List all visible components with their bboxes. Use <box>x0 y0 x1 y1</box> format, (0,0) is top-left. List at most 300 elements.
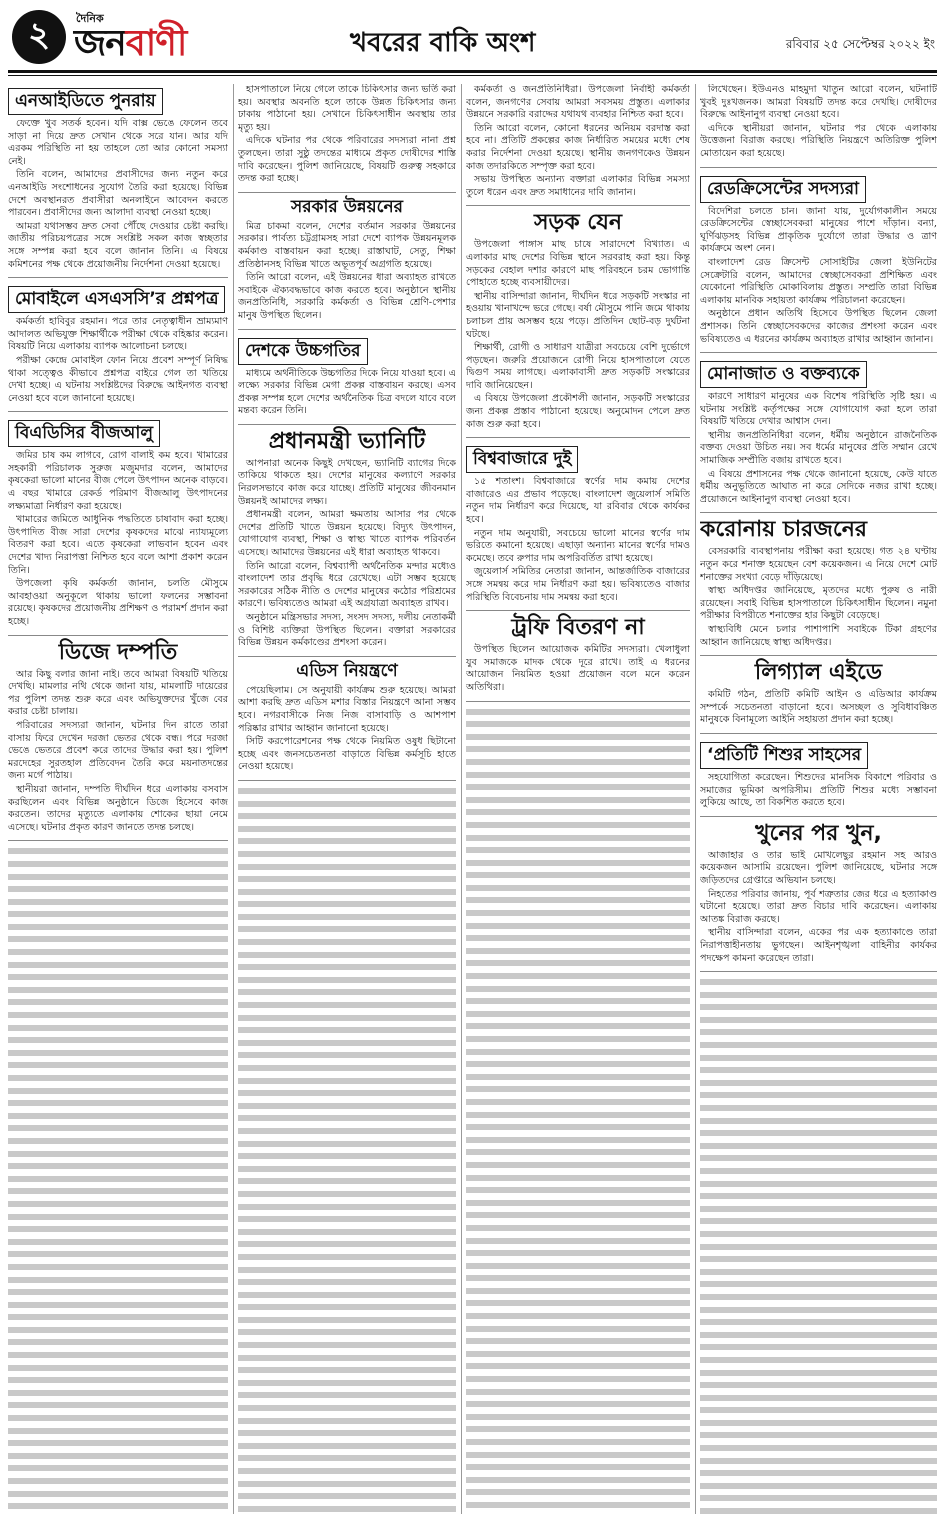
body-text-line <box>700 1077 937 1090</box>
body-text-line <box>466 1146 690 1159</box>
article-paragraph: তিনি আরো বলেন, বিশ্বব্যাপী অর্থনৈতিক মন্দার মধ্যেও বাংলাদেশ তার প্রবৃদ্ধি ধরে রেখেছে। এটা সম্ভব হয়েছে সরকারের সঠিক নীতি ও দেশের মানুষের কঠোর পরিশ্রমের কারণে। ভবিষ্যতেও আমরা এই অগ্রযাত্রা অব্যাহত রাখব। <box>238 560 456 610</box>
body-text-line <box>466 1083 690 1096</box>
article-headline: ডিজে দম্পতি <box>58 639 178 665</box>
article-paragraph: বেসরকারি ব্যবস্থাপনায় পরীক্ষা করা হয়েছে। গত ২৪ ঘণ্টায় নতুন করে শনাক্ত হয়েছেন বেশ কয়েকজন। এ নিয়ে দেশে মোট শনাক্তের সংখ্যা বেড়ে দাঁড়িয়েছে। <box>700 546 937 583</box>
article-headline: মোবাইলে এসএসসি’র প্রশ্নপত্র <box>8 286 225 313</box>
body-text-line <box>238 1276 456 1289</box>
body-text-line <box>466 1033 690 1046</box>
body-text-line <box>8 1059 228 1072</box>
body-text-line <box>700 1014 937 1027</box>
body-text-line <box>238 1201 456 1214</box>
body-text-line <box>8 908 228 921</box>
brand-logo <box>74 8 244 68</box>
body-text-line <box>700 1278 937 1291</box>
body-text-line <box>8 1349 228 1362</box>
article-divider <box>466 701 690 702</box>
article-paragraph: স্বাস্থ্যবিধি মেনে চলার পাশাপাশি সবাইকে টিকা গ্রহণের আহ্বান জানিয়েছে স্বাস্থ্য অধিদপ্তর। <box>700 624 937 648</box>
body-text-line <box>8 1387 228 1400</box>
article-paragraph: আমরা যথাসম্ভব দ্রুত সেবা পৌঁছে দেওয়ার চেষ্টা করছি। জাতীয় পরিচয়পত্রের সঙ্গে সংশ্লিষ্ট সকল কাজ স্বচ্ছতার সঙ্গে সম্পন্ন করা হবে বলে জানান তিনি। এ বিষয়ে কমিশনের পক্ষ থেকে প্রয়োজনীয় নির্দেশনা দেওয়া হয়েছে। <box>8 220 228 270</box>
body-text-line <box>238 810 456 823</box>
article-paragraph: বাংলাদেশ রেড ক্রিসেন্ট সোসাইটির জেলা ইউনিটের সেক্রেটারি বলেন, আমাদের স্বেচ্ছাসেবকরা প্রশিক্ষিত এবং যেকোনো পরিস্থিতি মোকাবিলায় প্রস্তুত। সম্প্রতি তারা বিভিন্ন এলাকায় মানবিক সহায়তা কার্যক্রম পরিচালনা করেছেন। <box>700 256 937 306</box>
body-text-line <box>238 1465 456 1478</box>
body-text-line <box>466 832 690 845</box>
body-text-line <box>700 1429 937 1442</box>
article-divider <box>8 411 228 412</box>
body-text-line <box>466 1499 690 1512</box>
body-text-line <box>466 1020 690 1033</box>
article <box>700 84 937 161</box>
body-text-line <box>8 1248 228 1261</box>
article-paragraph: এ বিষয়ে প্রশাসনের পক্ষ থেকে জানানো হয়েছে, কেউ যাতে ধর্মীয় অনুভূতিতে আঘাত না করে সেদিকে নজর রাখা হচ্ছে। প্রয়োজনে আইনানুগ ব্যবস্থা নেওয়া হবে। <box>700 468 937 505</box>
body-text-line <box>8 1072 228 1085</box>
body-text-line <box>466 1423 690 1436</box>
article-headline: মোনাজাত ও বক্তব্যকে <box>700 361 867 388</box>
body-text-line <box>8 1462 228 1475</box>
body-text-line <box>700 1304 937 1317</box>
body-text-line <box>238 1364 456 1377</box>
article <box>238 661 456 774</box>
article-paragraph: এদিকে স্থানীয়রা জানান, ঘটনার পর থেকে এলাকায় উত্তেজনা বিরাজ করছে। পরিস্থিতি নিয়ন্ত্রণে অতিরিক্ত পুলিশ মোতায়েন করা হয়েছে। <box>700 122 937 159</box>
body-text-line <box>700 1442 937 1455</box>
masthead <box>8 6 937 72</box>
article-paragraph: তিনি আরো বলেন, এই উন্নয়নের ধারা অব্যাহত রাখতে সবাইকে ঐক্যবদ্ধভাবে কাজ করতে হবে। অনুষ্ঠানে স্থানীয় জনপ্রতিনিধি, সরকারি কর্মকর্তা ও বিভিন্ন শ্রেণি-পেশার মানুষ উপস্থিত ছিলেন। <box>238 272 456 321</box>
body-text-line <box>8 921 228 934</box>
body-text-line <box>8 1148 228 1161</box>
body-text-line <box>466 1411 690 1424</box>
body-text-line <box>700 1316 937 1329</box>
body-text-line <box>466 1360 690 1373</box>
body-text-line <box>8 971 228 984</box>
masthead-rule <box>8 70 937 73</box>
body-text-line <box>700 1140 937 1153</box>
body-text-line <box>466 983 690 996</box>
article-divider <box>8 635 228 636</box>
article <box>8 640 228 835</box>
body-text-line <box>238 1402 456 1415</box>
article <box>700 738 937 810</box>
body-text-line <box>700 1102 937 1115</box>
body-text-line <box>466 1398 690 1411</box>
body-text-line <box>238 1112 456 1125</box>
body-text-line <box>8 1311 228 1324</box>
body-text-line <box>700 1404 937 1417</box>
body-text-line <box>700 1165 937 1178</box>
article-paragraph: কারণে সাধারণ মানুষের এক বিশেষ পরিস্থিতি সৃষ্টি হয়। এ ঘটনায় সংশ্লিষ্ট কর্তৃপক্ষের সঙ্গে যোগাযোগ করা হলে তারা বিষয়টি খতিয়ে দেখার আশ্বাস দেন। <box>700 391 937 428</box>
body-text-line <box>466 806 690 819</box>
article <box>238 197 456 323</box>
article-headline: রেডক্রিসেন্টের সদস্যরা <box>700 176 866 203</box>
body-text-line <box>466 1184 690 1197</box>
body-text-line <box>466 1310 690 1323</box>
article-paragraph: স্থানীয়রা জানান, দম্পতি দীর্ঘদিন ধরে এলাকায় বসবাস করছিলেন এবং বিভিন্ন অনুষ্ঠানে ডিজে হিসেবে কাজ করতেন। তাদের মৃত্যুতে এলাকায় শোকের ছায়া নেমে এসেছে। ঘটনার প্রকৃত কারণ জানতে তদন্ত চলছে। <box>8 783 228 833</box>
article-paragraph: উপজেলা কৃষি কর্মকর্তা জানান, চলতি মৌসুমে আবহাওয়া অনুকূলে থাকায় ভালো ফলনের সম্ভাবনা রয়েছে। কৃষকদের প্রয়োজনীয় প্রশিক্ষণ ও পরামর্শ প্রদান করা হচ্ছে। <box>8 578 228 627</box>
body-text-line <box>700 1052 937 1065</box>
body-text-line <box>238 1377 456 1390</box>
article <box>700 357 937 506</box>
body-text-line <box>466 1373 690 1386</box>
article-headline: সড়ক যেন <box>533 210 623 236</box>
body-text-line <box>238 873 456 886</box>
body-text-line <box>466 1335 690 1348</box>
article-paragraph: অনুষ্ঠানে প্রধান অতিথি হিসেবে উপস্থিত ছিলেন জেলা প্রশাসক। তিনি স্বেচ্ছাসেবকদের কাজের প্রশংসা করেন এবং ভবিষ্যতেও এ ধরনের কার্যক্রম অব্যাহত রাখার আহ্বান জানান। <box>700 308 937 345</box>
body-text-line <box>466 706 690 719</box>
body-text-line <box>8 1034 228 1047</box>
body-text-line <box>466 1386 690 1399</box>
body-text-line <box>238 1478 456 1491</box>
body-text-line <box>8 1122 228 1135</box>
body-text-line <box>466 819 690 832</box>
brand-name-part2: বাণী <box>125 23 187 64</box>
brand-name-part1: জন <box>74 23 126 64</box>
article-paragraph: ১৫ শতাংশ। বিশ্ববাজারে স্বর্ণের দাম কমায় দেশের বাজারেও এর প্রভাব পড়েছে। বাংলাদেশ জুয়েলার্স সমিতি নতুন দাম নির্ধারণ করে দিয়েছে, যা রবিবার থেকে কার্যকর হবে। <box>466 476 690 526</box>
article-paragraph: শিক্ষার্থী, রোগী ও সাধারণ যাত্রীরা সবচেয়ে বেশি দুর্ভোগে পড়ছেন। জরুরি প্রয়োজনে রোগী নিয়ে হাসপাতালে যেতে দ্বিগুণ সময় লাগছে। এলাকাবাসী দ্রুত সড়কটি সংস্কারের দাবি জানিয়েছেন। <box>466 342 690 391</box>
body-text-line <box>466 1046 690 1059</box>
article-divider <box>700 733 937 734</box>
body-text-line <box>238 1075 456 1088</box>
article <box>700 660 937 727</box>
body-text-line <box>8 1085 228 1098</box>
body-text-line <box>8 1198 228 1211</box>
article-paragraph: জুয়েলার্স সমিতির নেতারা জানান, আন্তর্জাতিক বাজারের সঙ্গে সমন্বয় করে দাম নির্ধারণ করা হয়। ভবিষ্যতেও বাজার পরিস্থিতি বিবেচনায় দাম সমন্বয় করা হবে। <box>466 566 690 603</box>
body-text-line <box>466 1260 690 1273</box>
body-text-line <box>238 1012 456 1025</box>
body-text-line <box>466 844 690 857</box>
body-text-line <box>8 1236 228 1249</box>
article-headline: দেশকে উচ্চগতির <box>238 338 368 365</box>
body-text-line <box>700 1152 937 1165</box>
body-text-line <box>466 781 690 794</box>
body-text-line <box>466 769 690 782</box>
article-divider <box>238 656 456 657</box>
article-divider <box>700 512 937 513</box>
body-text-line <box>238 961 456 974</box>
article-paragraph: তিনি আরো বলেন, কোনো ধরনের অনিয়ম বরদাস্ত করা হবে না। প্রতিটি প্রকল্পের কাজ নির্ধারিত সময়ের মধ্যে শেষ করার নির্দেশনা দেওয়া হয়েছে। স্থানীয় জনগণকেও উন্নয়ন কাজ তদারকিতে সম্পৃক্ত করা হবে। <box>466 122 690 172</box>
body-text-line <box>466 1449 690 1462</box>
body-text-line <box>700 1367 937 1380</box>
article <box>238 84 456 186</box>
article-paragraph: বিদেশিরা চলতে চান। জানা যায়, দুর্যোগকালীন সময়ে রেডক্রিসেন্টের স্বেচ্ছাসেবকরা মানুষের পাশে দাঁড়ান। বন্যা, ঘূর্ণিঝড়সহ বিভিন্ন প্রাকৃতিক দুর্যোগে তারা উদ্ধার ও ত্রাণ কার্যক্রমে অংশ নেন। <box>700 205 937 255</box>
body-text-line <box>8 1135 228 1148</box>
body-text-line <box>700 1064 937 1077</box>
body-text-line <box>8 996 228 1009</box>
body-text-line <box>238 1503 456 1514</box>
body-text-line <box>8 1513 228 1514</box>
body-text-line <box>8 1211 228 1224</box>
body-text-line <box>238 1100 456 1113</box>
article-paragraph: নতুন দাম অনুযায়ী, সবচেয়ে ভালো মানের স্বর্ণের দাম ভরিতে কমানো হয়েছে। এছাড়া অন্যান্য মানের স্বর্ণের দামও কমেছে। তবে রুপার দাম অপরিবর্তিত রাখা হয়েছে। <box>466 527 690 564</box>
article-divider <box>700 816 937 817</box>
body-text-line <box>238 1415 456 1428</box>
body-text-line <box>238 1188 456 1201</box>
article <box>238 334 456 418</box>
body-text-line <box>700 1039 937 1052</box>
body-text-line <box>700 1228 937 1241</box>
body-text-line <box>700 1455 937 1468</box>
body-text-line <box>238 1264 456 1277</box>
article <box>8 282 228 405</box>
body-text-line <box>700 1329 937 1342</box>
body-text-line <box>700 1001 937 1014</box>
body-text-line <box>8 1223 228 1236</box>
body-text-line <box>8 871 228 884</box>
article-paragraph: স্থানীয় বাসিন্দারা জানান, দীর্ঘদিন ধরে সড়কটি সংস্কার না হওয়ায় খানাখন্দে ভরে গেছে। বর্ষা মৌসুমে পানি জমে থাকায় চলাচল প্রায় অসম্ভব হয়ে পড়ে। প্রতিদিন ছোট-বড় দুর্ঘটনা ঘটছে। <box>466 290 690 340</box>
article-paragraph: পেয়েছিলাম। সে অনুযায়ী কার্যক্রম শুরু হয়েছে। আমরা আশা করছি দ্রুত এডিস মশার বিস্তার নিয়ন্ত্রণে আনা সম্ভব হবে। নগরবাসীকে নিজ নিজ বাসাবাড়ি ও আশপাশ পরিষ্কার রাখার আহ্বান জানানো হয়েছে। <box>238 684 456 734</box>
body-text-line <box>466 882 690 895</box>
brand-name <box>74 22 186 66</box>
body-text-line <box>466 718 690 731</box>
body-text-line <box>700 1253 937 1266</box>
body-text-line <box>238 1226 456 1239</box>
body-text-line <box>466 1486 690 1499</box>
body-text-line <box>238 835 456 848</box>
body-text-line <box>466 857 690 870</box>
body-text-line <box>466 1348 690 1361</box>
body-text-line <box>466 1285 690 1298</box>
article-paragraph: মাধ্যমে অর্থনীতিকে উচ্চগতির দিকে নিয়ে যাওয়া হবে। এ লক্ষ্যে সরকার বিভিন্ন মেগা প্রকল্প বাস্তবায়ন করছে। এসব প্রকল্প সম্পন্ন হলে দেশের অর্থনৈতিক চিত্র বদলে যাবে বলে মন্তব্য করেন তিনি। <box>238 367 456 417</box>
article-paragraph: কমিটি গঠন, প্রতিটি কমিটি আইন ও এডিআর কার্যক্রম সম্পর্কে সচেতনতা বাড়ানো হবে। অসচ্ছল ও সুবিধাবঞ্চিত মানুষকে বিনামূল্যে আইনি সহায়তা প্রদান করা হচ্ছে। <box>700 689 937 726</box>
column-divider <box>695 84 696 1514</box>
body-text-line <box>466 1272 690 1285</box>
article <box>466 442 690 604</box>
body-text-line <box>238 1326 456 1339</box>
body-text-line <box>466 894 690 907</box>
body-text-line <box>8 1437 228 1450</box>
article-paragraph: লিখেছেন। ইউএনও মাহমুদা খাতুন আরো বলেন, ঘটনাটি খুবই দুঃখজনক। আমরা বিষয়টি তদন্ত করে দেখছি। দোষীদের বিরুদ্ধে আইনানুগ ব্যবস্থা নেওয়া হবে। <box>700 84 937 121</box>
body-text-line <box>238 1301 456 1314</box>
article-paragraph: স্বাস্থ্য অধিদপ্তর জানিয়েছে, মৃতদের মধ্যে পুরুষ ও নারী রয়েছেন। সবাই বিভিন্ন হাসপাতালে চিকিৎসাধীন ছিলেন। নমুনা পরীক্ষার বিপরীতে শনাক্তের হার কিছুটা বেড়েছে। <box>700 585 937 622</box>
body-text-line <box>466 1461 690 1474</box>
body-text-line <box>238 986 456 999</box>
article <box>700 821 937 965</box>
body-text-line <box>8 845 228 858</box>
body-text-line <box>238 999 456 1012</box>
article-paragraph: পরীক্ষা কেন্দ্রে মোবাইল ফোন নিয়ে প্রবেশ সম্পূর্ণ নিষিদ্ধ থাকা সত্ত্বেও কীভাবে প্রশ্নপত্র বাইরে গেল তা খতিয়ে দেখা হচ্ছে। এ ঘটনায় সংশ্লিষ্টদের বিরুদ্ধে আইনগত ব্যবস্থা নেওয়া হবে বলে জানানো হয়েছে। <box>8 354 228 404</box>
body-text-line <box>238 1238 456 1251</box>
body-text-line <box>466 1121 690 1134</box>
article-paragraph: আপনারা অনেক কিছুই দেখছেন, ভ্যানিটি ব্যাগের দিকে তাকিয়ে থাকতে হয়। দেশের মানুষের কল্যাণে সরকার নিরলসভাবে কাজ করে যাচ্ছে। প্রতিটি মানুষের জীবনমান উন্নয়নই আমাদের লক্ষ্য। <box>238 457 456 507</box>
column-divider <box>233 84 234 1514</box>
body-text-line <box>238 923 456 936</box>
body-text-line <box>466 907 690 920</box>
article-paragraph: ফেক্তে খুব সতর্ক হবেন। যদি বাক্স ভেঙে ফেলেন তবে সাড়া না দিয়ে দ্রুত সেখান থেকে সরে যান। আর যদি এরকম পরিস্থিতি না হয় তাহলে তো আর কোনো সমস্যা নেই। <box>8 118 228 167</box>
article-paragraph: কর্মকর্তা ও জনপ্রতিনিধিরা। উপজেলা নির্বাহী কর্মকর্তা বলেন, জনগণের সেবায় আমরা সবসময় প্রস্তুত। এলাকার উন্নয়নে সরকারি বরাদ্দের যথাযথ ব্যবহার নিশ্চিত করা হবে। <box>466 84 690 121</box>
body-text-line <box>700 1241 937 1254</box>
article-headline: ট্রফি বিতরণ না <box>511 615 645 641</box>
body-text-line <box>700 1127 937 1140</box>
article-headline: এনআইডিতে পুনরায় <box>8 88 163 115</box>
body-text-line <box>466 1512 690 1514</box>
body-text-line <box>238 886 456 899</box>
body-text-line <box>238 949 456 962</box>
article-paragraph: পরিবারের সদস্যরা জানান, ঘটনার দিন রাতে তারা বাসায় ফিরে দেখেন দরজা ভেতর থেকে বন্ধ। পরে দরজা ভেঙে ভেতরে প্রবেশ করে তাদের উদ্ধার করা হয়। পুলিশ মরদেহের সুরতহাল প্রতিবেদন তৈরি করে ময়নাতদন্তের জন্য মর্গে পাঠায়। <box>8 719 228 782</box>
article-divider <box>466 610 690 611</box>
article <box>8 84 228 271</box>
body-text-line <box>238 1490 456 1503</box>
body-text-line <box>8 933 228 946</box>
body-text-line <box>8 883 228 896</box>
body-text-line <box>466 1222 690 1235</box>
article-paragraph: আর কিছু বলার জানা নাই। তবে আমরা বিষয়টি খতিয়ে দেখছি। মামলার নথি থেকে জানা যায়, মামলাটি দায়েরের পর পুলিশ তদন্ত শুরু করে এবং অভিযুক্তদের খুঁজে বের করার চেষ্টা চালায়। <box>8 668 228 718</box>
body-text-line <box>700 976 937 989</box>
body-text-line <box>466 1209 690 1222</box>
article-paragraph: স্থানীয় জনপ্রতিনিধিরা বলেন, ধর্মীয় অনুষ্ঠানে রাজনৈতিক বক্তব্য দেওয়া উচিত নয়। সব ধর্মের মানুষের প্রতি সম্মান রেখে সামাজিক সম্প্রীতি বজায় রাখতে হবে। <box>700 429 937 467</box>
body-text-line <box>238 911 456 924</box>
body-text-line <box>700 1492 937 1505</box>
body-text-line <box>238 1389 456 1402</box>
column-4 <box>700 84 937 1514</box>
body-text-line <box>8 1274 228 1287</box>
body-text-line <box>466 1071 690 1084</box>
article-paragraph: অনুষ্ঠানে মন্ত্রিসভার সদস্য, সংসদ সদস্য, দলীয় নেতাকর্মী ও বিশিষ্ট ব্যক্তিরা উপস্থিত ছিলেন। বক্তারা সরকারের বিভিন্ন উন্নয়ন কর্মকাণ্ডের প্রশংসা করেন। <box>238 612 456 649</box>
body-text-line <box>238 785 456 798</box>
article-paragraph: উপস্থিত ছিলেন আয়োজক কমিটির সদস্যরা। খেলাধুলা যুব সমাজকে মাদক থেকে দূরে রাখে। তাই এ ধরনের আয়োজন নিয়মিত হওয়া প্রয়োজন বলে মনে করেন অতিথিরা। <box>466 644 690 693</box>
body-text-line <box>238 1427 456 1440</box>
column-2 <box>238 84 456 1514</box>
body-text-line <box>238 1452 456 1465</box>
body-text-line <box>466 1109 690 1122</box>
body-text-line <box>8 1185 228 1198</box>
article-paragraph: জমির চাষ কম লাগবে, রোগ বালাই কম হবে। খামারের সহকারী পরিচালক সুরুজ মজুমদার বলেন, আমাদের কৃষকেরা ভালো মানের বীজ পেলে উৎপাদন অনেক বাড়বে। এ বছর খামারে রেকর্ড পরিমাণ বীজআলু উৎপাদনের লক্ষ্যমাত্রা নির্ধারণ করা হয়েছে। <box>8 450 228 512</box>
body-text-line <box>466 945 690 958</box>
body-text-line <box>466 932 690 945</box>
body-text-line <box>8 1374 228 1387</box>
body-text-line <box>238 848 456 861</box>
column-1 <box>8 84 228 1514</box>
article-paragraph: এদিকে ঘটনার পর থেকে পরিবারের সদস্যরা নানা প্রশ্ন তুলছেন। তারা সুষ্ঠু তদন্তের মাধ্যমে প্রকৃত দোষীদের শাস্তি দাবি করেছেন। পুলিশ জানিয়েছে, বিষয়টি গুরুত্ব সহকারে তদন্ত করা হচ্ছে। <box>238 135 456 185</box>
body-text-line <box>700 1379 937 1392</box>
article-paragraph: সভায় উপস্থিত অন্যান্য বক্তারা এলাকার বিভিন্ন সমস্যা তুলে ধরেন এবং দ্রুত সমাধানের দাবি জানান। <box>466 174 690 198</box>
article-divider <box>700 971 937 972</box>
article-headline: প্রধানমন্ত্রী ভ্যানিটি <box>268 428 426 454</box>
body-text-line <box>8 1399 228 1412</box>
body-text-line <box>700 1026 937 1039</box>
body-text-line <box>8 1173 228 1186</box>
article-paragraph: স্থানীয় বাসিন্দারা বলেন, একের পর এক হত্যাকাণ্ডে তারা নিরাপত্তাহীনতায় ভুগছেন। আইনশৃঙ্খলা বাহিনীর কার্যকর পদক্ষেপ কামনা করেছেন তারা। <box>700 927 937 964</box>
body-text-line <box>700 1505 937 1514</box>
article-headline: খুনের পর খুন, <box>755 820 882 846</box>
article-paragraph: সহযোগিতা করেছেন। শিশুদের মানসিক বিকাশে পরিবার ও সমাজের ভূমিকা অপরিসীম। প্রতিটি শিশুর মধ্যে সম্ভাবনা লুকিয়ে আছে, তা বিকশিত করতে হবে। <box>700 771 937 809</box>
body-text-line <box>700 1190 937 1203</box>
dateline: রবিবার ২৫ সেপ্টেম্বর ২০২২ ইং <box>785 37 935 51</box>
body-text-line <box>238 1087 456 1100</box>
article-paragraph: প্রধানমন্ত্রী বলেন, আমরা ক্ষমতায় আসার পর থেকে দেশের প্রতিটি খাতে উন্নয়ন হয়েছে। বিদ্যুৎ উৎপাদন, যোগাযোগ ব্যবস্থা, শিক্ষা ও স্বাস্থ্য খাতে ব্যাপক পরিবর্তন এসেছে। আমাদের উন্নয়নের এই ধারা অব্যাহত থাকবে। <box>238 509 456 559</box>
body-text-line <box>238 1163 456 1176</box>
article-paragraph: খামারের জমিতে আধুনিক পদ্ধতিতে চাষাবাদ করা হচ্ছে। উৎপাদিত বীজ সারা দেশের কৃষকদের মাঝে ন্যায্যমূল্যে বিতরণ করা হবে। এতে কৃষকেরা লাভবান হবেন এবং দেশের খাদ্য নিরাপত্তা নিশ্চিত হবে বলে আশা প্রকাশ করেন তিনি। <box>8 514 228 576</box>
column-divider <box>461 84 462 1514</box>
body-text-line <box>8 1362 228 1375</box>
body-text-line <box>466 743 690 756</box>
body-text-line <box>700 1392 937 1405</box>
body-text-line <box>8 1336 228 1349</box>
body-text-line <box>8 946 228 959</box>
article-divider <box>238 329 456 330</box>
article-headline: করোনায় চারজনের <box>700 517 867 543</box>
body-text-line <box>8 1425 228 1438</box>
article-divider <box>466 205 690 206</box>
body-text-line <box>466 1058 690 1071</box>
body-text-line <box>466 1159 690 1172</box>
body-text-line <box>238 861 456 874</box>
article-divider <box>700 655 937 656</box>
body-text-line <box>238 1125 456 1138</box>
body-text-line <box>466 869 690 882</box>
body-text-line <box>8 1488 228 1501</box>
body-text-line <box>700 1089 937 1102</box>
body-text-line <box>466 756 690 769</box>
article <box>700 517 937 649</box>
body-text-line <box>8 1299 228 1312</box>
page-number: ২ <box>12 10 66 64</box>
article-headline: বিএডিসির বীজআলু <box>8 420 160 447</box>
body-text-line <box>700 1354 937 1367</box>
body-text-line <box>238 1138 456 1151</box>
body-text-line <box>8 858 228 871</box>
article <box>238 429 456 650</box>
body-text-line <box>238 898 456 911</box>
body-text-line <box>8 1324 228 1337</box>
body-text-line <box>8 1009 228 1022</box>
article-headline: ‘প্রতিটি শিশুর সাহসের <box>700 742 868 769</box>
article-divider <box>238 192 456 193</box>
body-text-line <box>466 957 690 970</box>
body-text-line <box>238 974 456 987</box>
article-headline: লিগ্যাল এইডে <box>754 660 883 686</box>
masthead-rule-thin <box>8 75 937 76</box>
body-text-line <box>8 1160 228 1173</box>
body-text-line <box>238 1037 456 1050</box>
article-divider <box>238 780 456 781</box>
body-text-line <box>700 1215 937 1228</box>
article <box>700 172 937 347</box>
body-text-line <box>466 1096 690 1109</box>
article <box>8 416 228 628</box>
body-text-line <box>466 970 690 983</box>
article-divider <box>700 167 937 168</box>
body-text-line <box>238 1440 456 1453</box>
body-text-line <box>466 1247 690 1260</box>
body-text-line <box>238 1213 456 1226</box>
body-text-line <box>466 794 690 807</box>
body-text-line <box>700 1341 937 1354</box>
body-text-line <box>8 1412 228 1425</box>
body-text-line <box>700 1115 937 1128</box>
article-divider <box>8 840 228 841</box>
article-paragraph: নিহতের পরিবার জানায়, পূর্ব শত্রুতার জের ধরে এ হত্যাকাণ্ড ঘটানো হয়েছে। তারা দ্রুত বিচার দাবি করেছেন। এলাকায় আতঙ্ক বিরাজ করছে। <box>700 888 937 925</box>
body-text-line <box>466 920 690 933</box>
body-text-line <box>700 1417 937 1430</box>
body-text-line <box>466 1197 690 1210</box>
section-title: খবরের বাকি অংশ <box>350 28 536 58</box>
body-text-line <box>466 1134 690 1147</box>
body-text-line <box>8 896 228 909</box>
article-divider <box>466 437 690 438</box>
article-divider <box>8 277 228 278</box>
body-text-line <box>8 1022 228 1035</box>
article-divider <box>238 424 456 425</box>
body-text-line <box>700 1480 937 1493</box>
article-paragraph: হাসপাতালে নিয়ে গেলে তাকে চিকিৎসার জন্য ভর্তি করা হয়। অবস্থার অবনতি হলে তাকে উন্নত চিকিৎসার জন্য ঢাকায় পাঠানো হয়। সেখানে চিকিৎসাধীন অবস্থায় তার মৃত্যু হয়। <box>238 84 456 133</box>
article <box>466 210 690 431</box>
body-text-line <box>700 1467 937 1480</box>
body-text-line <box>238 1352 456 1365</box>
article-headline: বিশ্ববাজারে দুই <box>466 446 578 473</box>
body-text-line <box>238 1251 456 1264</box>
body-text-line <box>8 1097 228 1110</box>
article-paragraph: এ বিষয়ে উপজেলা প্রকৌশলী জানান, সড়কটি সংস্কারের জন্য প্রকল্প প্রস্তাব পাঠানো হয়েছে। অনুমোদন পেলে দ্রুত কাজ শুরু করা হবে। <box>466 393 690 430</box>
body-text-line <box>238 1339 456 1352</box>
body-text-line <box>466 1172 690 1185</box>
brand-daily-label: দৈনিক <box>76 12 104 25</box>
